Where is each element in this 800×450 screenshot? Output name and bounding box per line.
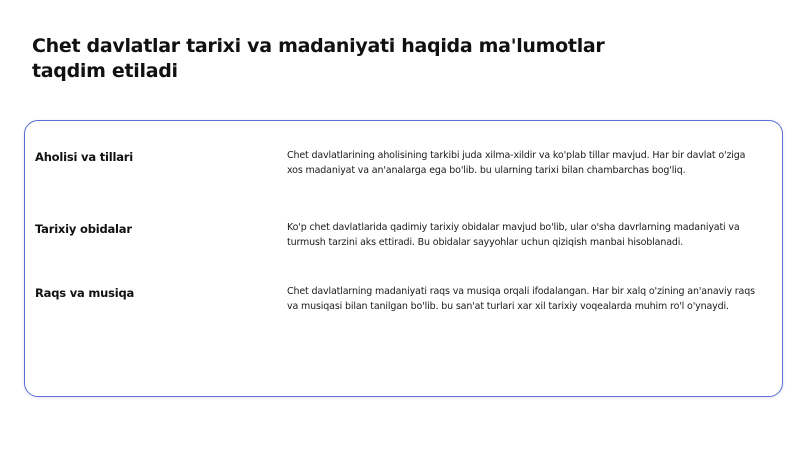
content-card xyxy=(24,120,783,397)
row-heading: Tarixiy obidalar xyxy=(35,222,132,236)
row-heading: Aholisi va tillari xyxy=(35,150,134,164)
row-description: Ko'p chet davlatlarida qadimiy tarixiy obidalar mavjud bo'lib, ular o'sha davrlarning madaniyati va turmush tarzini aks ettiradi. Bu obidalar sayyohlar uchun qiziqish manbai hisoblanadi. xyxy=(287,222,740,248)
row-description: Chet davlatlarning madaniyati raqs va musiqa orqali ifodalangan. Har bir xalq o'zining an'anaviy raqs va musiqasi bilan tanilgan bo'lib. bu san'at turlari xar xil tarixiy voqealarda muhim ro'l o'ynaydi. xyxy=(287,286,755,312)
row-heading: Raqs va musiqa xyxy=(35,286,135,300)
row-description: Chet davlatlarining aholisining tarkibi juda xilma-xildir va ko'plab tillar mavjud. Har bir davlat o'ziga xos madaniyat va an'analarga ega bo'lib. bu ularning tarixi bilan chambarchas bog'liq. xyxy=(287,150,746,176)
slide-title: Chet davlatlar tarixi va madaniyati haqida ma'lumotlar taqdim etiladi xyxy=(32,35,605,82)
